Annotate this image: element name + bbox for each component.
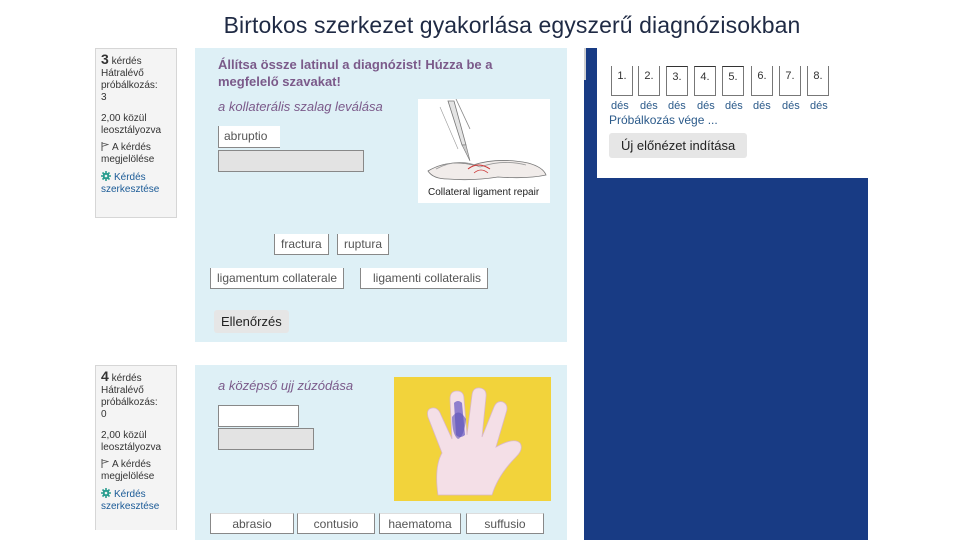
choice-ruptura[interactable]: ruptura (337, 234, 389, 255)
graded-line: leosztályozva (101, 125, 162, 136)
edit-question-link[interactable] (101, 171, 171, 184)
prompt-line-2: megfelelő szavakat! (218, 74, 341, 89)
nav-question-8[interactable]: 8. (807, 66, 829, 96)
flag-label: A kérdés (112, 142, 151, 153)
flag-label-2: megjelölése (101, 471, 155, 482)
nav-label-7: dés (782, 100, 800, 112)
question-subtitle: a kollaterális szalag leválása (218, 99, 383, 114)
ligament-illustration (418, 99, 550, 203)
choice-ligamentum-collaterale[interactable]: ligamentum collaterale (210, 268, 344, 289)
question-word: kérdés (111, 56, 142, 67)
question-prompt (218, 56, 493, 90)
flag-question-link[interactable] (101, 459, 171, 471)
panel-divider (584, 48, 586, 80)
remaining-label: Hátralévő (101, 68, 144, 79)
points-line: 2,00 közül (101, 113, 147, 124)
edit-question-link[interactable] (101, 488, 171, 501)
hand-illustration (394, 377, 551, 501)
choice-ligamenti-collateralis[interactable]: ligamenti collateralis (360, 268, 488, 289)
remaining-label-2: próbálkozás: (101, 397, 158, 408)
question-number: 4 (101, 368, 109, 384)
check-button[interactable]: Ellenőrzés (214, 310, 289, 333)
choice-contusio[interactable]: contusio (297, 513, 375, 534)
edit-label: Kérdés (114, 172, 146, 183)
nav-label-8: dés (810, 100, 828, 112)
flag-icon (101, 142, 109, 151)
drop-zone[interactable] (218, 150, 364, 172)
nav-label-6: dés (753, 100, 771, 112)
gear-icon (101, 488, 111, 498)
nav-label-2: dés (640, 100, 658, 112)
flag-question-link[interactable] (101, 142, 171, 154)
slide-title: Birtokos szerkezet gyakorlása egyszerű diagnózisokban (223, 12, 801, 38)
drop-zone-2[interactable] (218, 428, 314, 450)
gear-icon (101, 171, 111, 181)
remaining-value: 0 (101, 409, 107, 420)
nav-label-3: dés (668, 100, 686, 112)
edit-label: Kérdés (114, 489, 146, 500)
nav-question-6[interactable]: 6. (751, 66, 773, 96)
nav-label-1: dés (611, 100, 629, 112)
nav-label-5: dés (725, 100, 743, 112)
question-3-info (95, 48, 177, 218)
drop-zone-1[interactable] (218, 405, 299, 427)
flag-label-2: megjelölése (101, 154, 155, 165)
question-word: kérdés (111, 373, 142, 384)
nav-question-3[interactable]: 3. (666, 66, 688, 96)
hand-image (394, 377, 551, 501)
remaining-label-2: próbálkozás: (101, 80, 158, 91)
new-preview-button[interactable]: Új előnézet indítása (609, 133, 747, 158)
flag-icon (101, 459, 109, 468)
dropped-answer[interactable]: abruptio (218, 126, 280, 148)
choice-suffusio[interactable]: suffusio (466, 513, 544, 534)
question-4-info (95, 365, 177, 530)
nav-question-1[interactable]: 1. (611, 66, 633, 96)
question-number: 3 (101, 51, 109, 67)
choice-fractura[interactable]: fractura (274, 234, 329, 255)
nav-question-5[interactable]: 5. (722, 66, 744, 96)
choice-abrasio[interactable]: abrasio (210, 513, 294, 534)
graded-line: leosztályozva (101, 442, 162, 453)
nav-question-4[interactable]: 4. (694, 66, 716, 96)
prompt-line-1: Állítsa össze latinul a diagnózist! Húzza be a (218, 57, 493, 72)
remaining-value: 3 (101, 92, 107, 103)
flag-label: A kérdés (112, 459, 151, 470)
choice-haematoma[interactable]: haematoma (379, 513, 461, 534)
finish-attempt-link[interactable]: Próbálkozás vége ... (609, 113, 718, 127)
nav-question-2[interactable]: 2. (638, 66, 660, 96)
edit-label-2: szerkesztése (101, 501, 160, 512)
image-caption: Collateral ligament repair (428, 187, 540, 198)
remaining-label: Hátralévő (101, 385, 144, 396)
edit-label-2: szerkesztése (101, 184, 160, 195)
question-subtitle: a középső ujj zúzódása (218, 378, 354, 393)
points-line: 2,00 közül (101, 430, 147, 441)
nav-label-4: dés (697, 100, 715, 112)
nav-question-7[interactable]: 7. (779, 66, 801, 96)
